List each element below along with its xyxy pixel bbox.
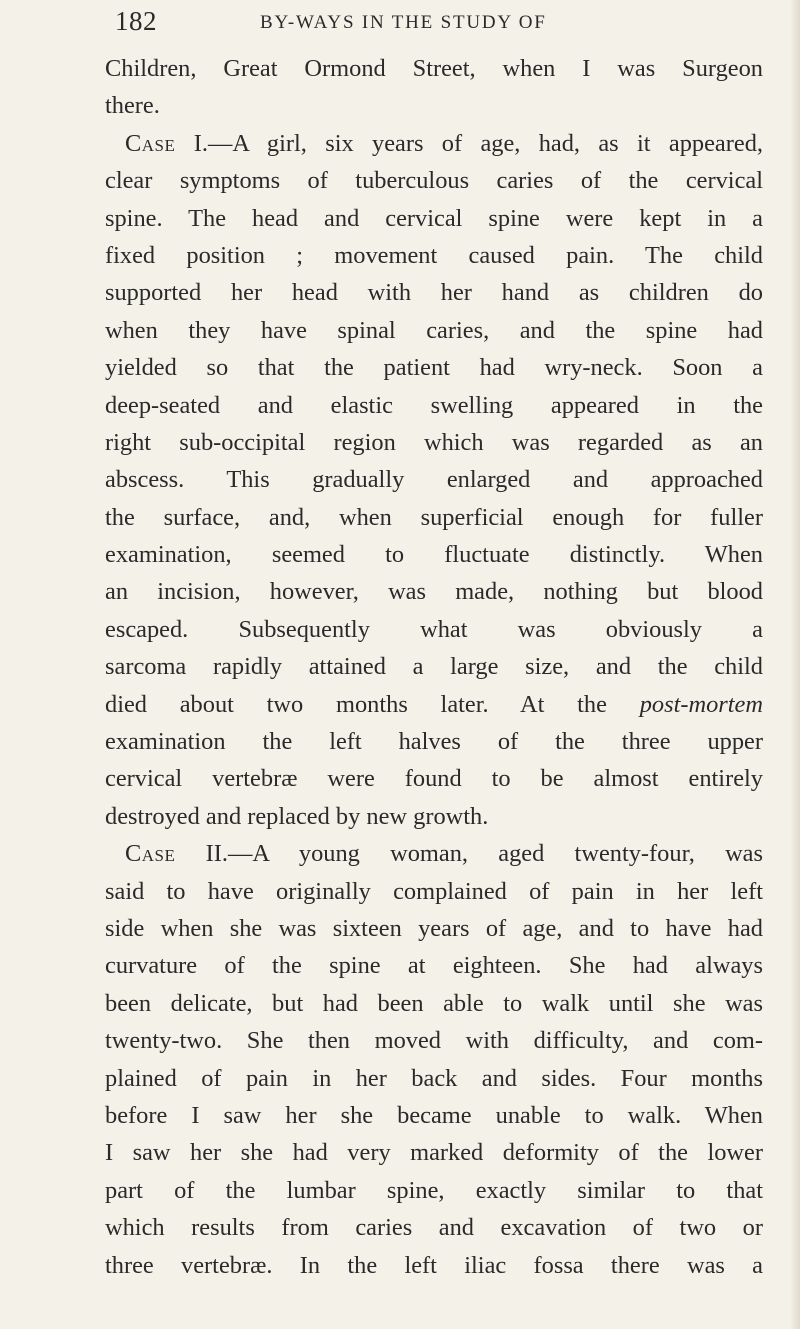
text-line: abscess. This gradually enlarged and approached — [105, 466, 763, 494]
text-line: I saw her she had very marked deformity of the lower — [105, 1139, 763, 1167]
text-line: deep-seated and elastic swelling appeared in the — [105, 391, 763, 419]
body-text — [105, 50, 763, 1284]
text-line: clear symptoms of tuberculous caries of the cervical — [105, 167, 763, 195]
text-line: which results from caries and excavation of two or — [105, 1214, 763, 1242]
text-line: been delicate, but had been able to walk until she was — [105, 989, 763, 1017]
text-line: sarcoma rapidly attained a large size, and the child — [105, 653, 763, 681]
running-head — [115, 6, 755, 46]
text-line: side when she was sixteen years of age, and to have had — [105, 914, 763, 942]
text-line: curvature of the spine at eighteen. She had always — [105, 952, 763, 980]
text-line: fixed position ; movement caused pain. The child — [105, 241, 763, 269]
text-line: before I saw her she became unable to walk. When — [105, 1101, 763, 1129]
text-line: escaped. Subsequently what was obviously a — [105, 615, 763, 643]
text-line: there. — [105, 92, 160, 120]
text-line: three vertebræ. In the left iliac fossa there was a — [105, 1251, 763, 1279]
italic-term: post-mortem — [639, 690, 763, 718]
case-label: Case — [125, 129, 176, 157]
text-line: destroyed and replaced by new growth. — [105, 802, 489, 830]
text-line-rest: I.—A girl, six years of age, had, as it appeared, — [175, 129, 763, 157]
text-line — [105, 686, 763, 723]
text-line: Children, Great Ormond Street, when I was Surgeon — [105, 55, 763, 82]
text-line: spine. The head and cervical spine were kept in a — [105, 204, 763, 232]
text-line: said to have originally complained of pain in her left — [105, 877, 763, 905]
text-line: right sub-occipital region which was regarded as an — [105, 428, 763, 456]
text-line-rest: II.—A young woman, aged twenty-four, was — [175, 840, 763, 868]
text-line — [105, 835, 763, 872]
text-line — [105, 125, 763, 162]
text-line: plained of pain in her back and sides. Four months — [105, 1064, 763, 1092]
text-line: supported her head with her hand as children do — [105, 279, 763, 307]
text-line: when they have spinal caries, and the spine had — [105, 316, 763, 344]
text-line: yielded so that the patient had wry-neck. Soon a — [105, 354, 763, 382]
page-number: 182 — [115, 6, 157, 36]
text-line: examination, seemed to fluctuate distinctly. When — [105, 541, 763, 569]
text-line: examination the left halves of the three upper — [105, 728, 763, 756]
text-line: the surface, and, when superficial enough for fuller — [105, 503, 763, 531]
text-line: twenty-two. She then moved with difficulty, and com- — [105, 1027, 763, 1055]
case-label: Case — [125, 840, 176, 868]
page-edge-shadow — [790, 0, 800, 1329]
text-line-pre: died about two months later. At the — [105, 690, 640, 718]
text-line: part of the lumbar spine, exactly similar to that — [105, 1176, 763, 1204]
running-title: BY-WAYS IN THE STUDY OF — [260, 12, 547, 33]
text-line: cervical vertebræ were found to be almost entirely — [105, 765, 763, 793]
text-line: an incision, however, was made, nothing but blood — [105, 578, 763, 606]
